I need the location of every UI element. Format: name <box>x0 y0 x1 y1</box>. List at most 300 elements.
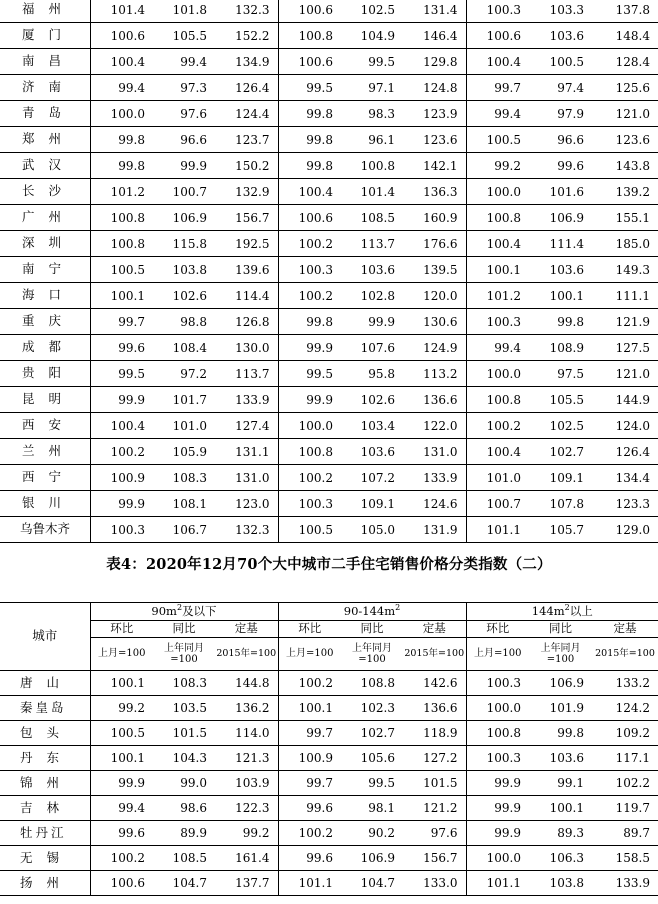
base-header: 2015年=100 <box>592 638 658 671</box>
index-value: 133.2 <box>592 671 658 696</box>
index-value: 99.7 <box>278 771 341 796</box>
index-value: 137.7 <box>215 871 278 896</box>
index-value: 103.6 <box>529 746 592 771</box>
index-value: 121.3 <box>215 746 278 771</box>
index-value: 103.8 <box>153 257 215 283</box>
table-row <box>0 179 658 205</box>
index-value: 121.0 <box>592 101 658 127</box>
index-value: 99.4 <box>153 49 215 75</box>
index-value: 100.1 <box>529 796 592 821</box>
index-value: 137.8 <box>592 0 658 23</box>
index-value: 106.7 <box>153 517 215 543</box>
base-header: 上年同月=100 <box>341 638 403 671</box>
index-value: 101.2 <box>90 179 153 205</box>
index-value: 99.4 <box>466 335 529 361</box>
index-value: 127.4 <box>215 413 278 439</box>
index-value: 131.0 <box>215 465 278 491</box>
city-name: 长沙 <box>0 179 90 205</box>
index-value: 129.8 <box>403 49 466 75</box>
index-value: 108.8 <box>341 671 403 696</box>
index-value: 113.7 <box>215 361 278 387</box>
index-value: 102.5 <box>341 0 403 23</box>
index-value: 108.5 <box>341 205 403 231</box>
index-value: 99.9 <box>90 387 153 413</box>
index-value: 100.0 <box>466 179 529 205</box>
index-value: 126.4 <box>215 75 278 101</box>
city-name: 成都 <box>0 335 90 361</box>
index-value: 99.4 <box>90 75 153 101</box>
index-value: 101.9 <box>529 696 592 721</box>
index-value: 134.9 <box>215 49 278 75</box>
table-row <box>0 696 658 721</box>
index-value: 99.8 <box>278 153 341 179</box>
index-value: 122.0 <box>403 413 466 439</box>
index-value: 139.6 <box>215 257 278 283</box>
sub-header: 同比 <box>341 621 403 638</box>
index-value: 89.3 <box>529 821 592 846</box>
index-value: 127.5 <box>592 335 658 361</box>
city-name: 南昌 <box>0 49 90 75</box>
index-value: 155.1 <box>592 205 658 231</box>
city-name: 深圳 <box>0 231 90 257</box>
index-value: 99.8 <box>90 127 153 153</box>
index-value: 99.5 <box>278 361 341 387</box>
index-value: 102.8 <box>341 283 403 309</box>
index-value: 148.4 <box>592 23 658 49</box>
index-value: 123.6 <box>403 127 466 153</box>
index-value: 103.9 <box>215 771 278 796</box>
index-value: 100.2 <box>278 465 341 491</box>
city-name: 秦皇岛 <box>0 696 90 721</box>
index-value: 123.6 <box>592 127 658 153</box>
index-value: 142.6 <box>403 671 466 696</box>
city-column-header: 城市 <box>0 603 90 671</box>
city-name: 唐山 <box>0 671 90 696</box>
table-row <box>0 283 658 309</box>
index-value: 99.9 <box>466 771 529 796</box>
index-value: 133.9 <box>592 871 658 896</box>
index-value: 114.4 <box>215 283 278 309</box>
index-value: 97.6 <box>153 101 215 127</box>
index-value: 100.5 <box>529 49 592 75</box>
index-value: 136.3 <box>403 179 466 205</box>
base-header: 上年同月=100 <box>153 638 215 671</box>
table-row <box>0 796 658 821</box>
index-value: 106.9 <box>153 205 215 231</box>
city-name: 郑州 <box>0 127 90 153</box>
index-value: 100.3 <box>278 491 341 517</box>
base-header: 上月=100 <box>90 638 153 671</box>
index-value: 100.1 <box>278 696 341 721</box>
index-value: 144.8 <box>215 671 278 696</box>
index-value: 100.6 <box>90 23 153 49</box>
sub-header: 环比 <box>466 621 529 638</box>
index-value: 100.3 <box>278 257 341 283</box>
city-name: 银川 <box>0 491 90 517</box>
index-value: 123.9 <box>403 101 466 127</box>
city-name: 昆明 <box>0 387 90 413</box>
index-value: 99.9 <box>278 335 341 361</box>
index-value: 99.0 <box>153 771 215 796</box>
index-value: 132.3 <box>215 0 278 23</box>
index-value: 90.2 <box>341 821 403 846</box>
index-value: 96.6 <box>153 127 215 153</box>
index-value: 100.8 <box>90 205 153 231</box>
table-row <box>0 771 658 796</box>
index-value: 123.3 <box>592 491 658 517</box>
index-value: 101.5 <box>153 721 215 746</box>
index-value: 99.4 <box>466 101 529 127</box>
sub-header: 同比 <box>529 621 592 638</box>
index-value: 114.0 <box>215 721 278 746</box>
table-row <box>0 465 658 491</box>
index-value: 101.2 <box>466 283 529 309</box>
index-value: 100.6 <box>90 871 153 896</box>
index-value: 99.7 <box>90 309 153 335</box>
index-value: 99.7 <box>466 75 529 101</box>
index-value: 108.4 <box>153 335 215 361</box>
index-value: 100.8 <box>466 205 529 231</box>
index-value: 156.7 <box>215 205 278 231</box>
index-value: 100.8 <box>466 721 529 746</box>
table-row <box>0 0 658 23</box>
index-value: 100.0 <box>466 846 529 871</box>
index-value: 99.9 <box>278 387 341 413</box>
index-value: 101.4 <box>341 179 403 205</box>
index-value: 97.1 <box>341 75 403 101</box>
table-row <box>0 821 658 846</box>
index-value: 103.6 <box>341 439 403 465</box>
index-value: 109.1 <box>529 465 592 491</box>
index-value: 100.5 <box>90 721 153 746</box>
index-value: 100.5 <box>90 257 153 283</box>
index-value: 99.2 <box>466 153 529 179</box>
index-value: 103.4 <box>341 413 403 439</box>
index-value: 99.6 <box>278 846 341 871</box>
index-value: 99.9 <box>90 771 153 796</box>
table-row <box>0 387 658 413</box>
city-name: 吉林 <box>0 796 90 821</box>
group-header-medium: $90-144m^2$ <box>278 603 466 621</box>
table-row <box>0 413 658 439</box>
sub-header: 环比 <box>278 621 341 638</box>
index-value: 99.2 <box>90 696 153 721</box>
index-value: 108.1 <box>153 491 215 517</box>
table-row <box>0 101 658 127</box>
table-row <box>0 75 658 101</box>
index-value: 109.1 <box>341 491 403 517</box>
index-value: 130.0 <box>215 335 278 361</box>
index-value: 99.9 <box>341 309 403 335</box>
index-value: 99.5 <box>341 771 403 796</box>
index-value: 100.3 <box>466 0 529 23</box>
index-value: 100.1 <box>466 257 529 283</box>
index-value: 107.8 <box>529 491 592 517</box>
index-value: 99.5 <box>90 361 153 387</box>
index-value: 136.2 <box>215 696 278 721</box>
index-value: 160.9 <box>403 205 466 231</box>
index-value: 130.6 <box>403 309 466 335</box>
index-value: 133.9 <box>403 465 466 491</box>
city-name: 青岛 <box>0 101 90 127</box>
index-value: 102.5 <box>529 413 592 439</box>
index-value: 99.6 <box>278 796 341 821</box>
index-value: 100.4 <box>90 49 153 75</box>
index-value: 97.6 <box>403 821 466 846</box>
index-value: 99.1 <box>529 771 592 796</box>
table-row <box>0 491 658 517</box>
city-name: 西安 <box>0 413 90 439</box>
index-value: 100.0 <box>466 696 529 721</box>
index-value: 100.8 <box>278 439 341 465</box>
index-value: 101.1 <box>278 871 341 896</box>
index-value: 111.1 <box>592 283 658 309</box>
index-value: 124.9 <box>403 335 466 361</box>
index-value: 105.7 <box>529 517 592 543</box>
index-value: 99.9 <box>153 153 215 179</box>
index-value: 158.5 <box>592 846 658 871</box>
index-value: 146.4 <box>403 23 466 49</box>
index-value: 100.2 <box>90 439 153 465</box>
index-value: 96.6 <box>529 127 592 153</box>
index-value: 118.9 <box>403 721 466 746</box>
city-name: 丹东 <box>0 746 90 771</box>
index-value: 106.9 <box>341 846 403 871</box>
table-row <box>0 153 658 179</box>
index-value: 122.3 <box>215 796 278 821</box>
index-value: 131.0 <box>403 439 466 465</box>
index-value: 100.3 <box>466 746 529 771</box>
index-value: 117.1 <box>592 746 658 771</box>
index-value: 106.3 <box>529 846 592 871</box>
index-value: 99.8 <box>278 127 341 153</box>
index-value: 136.6 <box>403 387 466 413</box>
index-value: 102.3 <box>341 696 403 721</box>
table-row <box>0 871 658 896</box>
index-value: 99.6 <box>90 821 153 846</box>
city-name: 厦门 <box>0 23 90 49</box>
index-value: 99.5 <box>341 49 403 75</box>
table-row <box>0 721 658 746</box>
index-value: 98.8 <box>153 309 215 335</box>
base-header: 上月=100 <box>466 638 529 671</box>
index-value: 89.7 <box>592 821 658 846</box>
city-name: 广州 <box>0 205 90 231</box>
index-value: 101.0 <box>153 413 215 439</box>
index-value: 101.4 <box>90 0 153 23</box>
index-value: 161.4 <box>215 846 278 871</box>
index-value: 100.2 <box>466 413 529 439</box>
index-value: 108.3 <box>153 671 215 696</box>
index-value: 129.0 <box>592 517 658 543</box>
index-value: 139.5 <box>403 257 466 283</box>
index-value: 128.4 <box>592 49 658 75</box>
sub-header: 定基 <box>403 621 466 638</box>
city-name: 重庆 <box>0 309 90 335</box>
index-value: 133.0 <box>403 871 466 896</box>
city-name: 无锡 <box>0 846 90 871</box>
index-value: 111.4 <box>529 231 592 257</box>
index-value: 104.7 <box>153 871 215 896</box>
index-value: 121.2 <box>403 796 466 821</box>
city-name: 南宁 <box>0 257 90 283</box>
table-row <box>0 517 658 543</box>
index-value: 126.8 <box>215 309 278 335</box>
index-value: 102.2 <box>592 771 658 796</box>
table-row <box>0 361 658 387</box>
index-value: 106.9 <box>529 671 592 696</box>
index-value: 103.8 <box>529 871 592 896</box>
index-value: 100.4 <box>466 231 529 257</box>
index-value: 131.4 <box>403 0 466 23</box>
index-value: 103.6 <box>529 257 592 283</box>
index-value: 100.8 <box>466 387 529 413</box>
table-row <box>0 439 658 465</box>
index-value: 99.8 <box>278 309 341 335</box>
index-value: 100.6 <box>278 205 341 231</box>
index-value: 100.0 <box>466 361 529 387</box>
index-value: 97.2 <box>153 361 215 387</box>
table-row <box>0 49 658 75</box>
index-value: 131.1 <box>215 439 278 465</box>
index-value: 100.5 <box>278 517 341 543</box>
index-value: 99.9 <box>90 491 153 517</box>
index-value: 134.4 <box>592 465 658 491</box>
index-value: 144.9 <box>592 387 658 413</box>
index-value: 143.8 <box>592 153 658 179</box>
index-value: 100.0 <box>90 101 153 127</box>
table-row <box>0 205 658 231</box>
index-value: 109.2 <box>592 721 658 746</box>
index-value: 124.4 <box>215 101 278 127</box>
index-value: 124.8 <box>403 75 466 101</box>
index-value: 89.9 <box>153 821 215 846</box>
index-value: 132.9 <box>215 179 278 205</box>
index-value: 100.0 <box>278 413 341 439</box>
index-value: 100.4 <box>278 179 341 205</box>
index-value: 103.6 <box>529 23 592 49</box>
base-header: 2015年=100 <box>403 638 466 671</box>
index-value: 105.6 <box>341 746 403 771</box>
index-value: 105.9 <box>153 439 215 465</box>
index-value: 99.4 <box>90 796 153 821</box>
city-name: 海口 <box>0 283 90 309</box>
index-value: 100.2 <box>278 231 341 257</box>
index-value: 124.2 <box>592 696 658 721</box>
index-value: 99.8 <box>529 309 592 335</box>
index-value: 156.7 <box>403 846 466 871</box>
price-index-table-2 <box>0 602 658 896</box>
table-row <box>0 231 658 257</box>
index-value: 115.8 <box>153 231 215 257</box>
index-value: 119.7 <box>592 796 658 821</box>
index-value: 104.7 <box>341 871 403 896</box>
table-row <box>0 257 658 283</box>
base-header: 2015年=100 <box>215 638 278 671</box>
index-value: 100.1 <box>90 671 153 696</box>
index-value: 97.9 <box>529 101 592 127</box>
index-value: 123.0 <box>215 491 278 517</box>
index-value: 101.7 <box>153 387 215 413</box>
index-value: 133.9 <box>215 387 278 413</box>
index-value: 136.6 <box>403 696 466 721</box>
table-row <box>0 846 658 871</box>
index-value: 100.8 <box>278 23 341 49</box>
city-name: 兰州 <box>0 439 90 465</box>
index-value: 98.6 <box>153 796 215 821</box>
table-row <box>0 23 658 49</box>
index-value: 176.6 <box>403 231 466 257</box>
index-value: 96.1 <box>341 127 403 153</box>
index-value: 97.5 <box>529 361 592 387</box>
index-value: 100.3 <box>466 309 529 335</box>
index-value: 127.2 <box>403 746 466 771</box>
index-value: 99.6 <box>529 153 592 179</box>
index-value: 104.3 <box>153 746 215 771</box>
index-value: 100.9 <box>90 465 153 491</box>
index-value: 100.1 <box>90 746 153 771</box>
index-value: 121.0 <box>592 361 658 387</box>
index-value: 95.8 <box>341 361 403 387</box>
index-value: 102.7 <box>341 721 403 746</box>
index-value: 103.5 <box>153 696 215 721</box>
index-value: 100.8 <box>341 153 403 179</box>
index-value: 100.6 <box>278 0 341 23</box>
index-value: 99.8 <box>529 721 592 746</box>
index-value: 97.3 <box>153 75 215 101</box>
index-value: 105.5 <box>529 387 592 413</box>
sub-header: 环比 <box>90 621 153 638</box>
index-value: 123.7 <box>215 127 278 153</box>
index-value: 124.0 <box>592 413 658 439</box>
index-value: 108.5 <box>153 846 215 871</box>
index-value: 99.5 <box>278 75 341 101</box>
table-row <box>0 127 658 153</box>
index-value: 100.2 <box>278 671 341 696</box>
index-value: 100.8 <box>90 231 153 257</box>
sub-header: 同比 <box>153 621 215 638</box>
index-value: 101.1 <box>466 871 529 896</box>
index-value: 100.1 <box>529 283 592 309</box>
index-value: 102.6 <box>153 283 215 309</box>
index-value: 98.1 <box>341 796 403 821</box>
index-value: 104.9 <box>341 23 403 49</box>
index-value: 132.3 <box>215 517 278 543</box>
index-value: 107.2 <box>341 465 403 491</box>
index-value: 100.1 <box>90 283 153 309</box>
index-value: 103.6 <box>341 257 403 283</box>
index-value: 126.4 <box>592 439 658 465</box>
city-name: 扬州 <box>0 871 90 896</box>
index-value: 100.3 <box>90 517 153 543</box>
city-name: 贵阳 <box>0 361 90 387</box>
index-value: 99.9 <box>466 821 529 846</box>
index-value: 100.2 <box>90 846 153 871</box>
index-value: 192.5 <box>215 231 278 257</box>
index-value: 107.6 <box>341 335 403 361</box>
index-value: 99.9 <box>466 796 529 821</box>
index-value: 103.3 <box>529 0 592 23</box>
city-name: 济南 <box>0 75 90 101</box>
index-value: 113.7 <box>341 231 403 257</box>
index-value: 100.3 <box>466 671 529 696</box>
index-value: 99.8 <box>90 153 153 179</box>
index-value: 102.7 <box>529 439 592 465</box>
base-header: 上年同月=100 <box>529 638 592 671</box>
index-value: 125.6 <box>592 75 658 101</box>
index-value: 100.2 <box>278 283 341 309</box>
index-value: 101.0 <box>466 465 529 491</box>
